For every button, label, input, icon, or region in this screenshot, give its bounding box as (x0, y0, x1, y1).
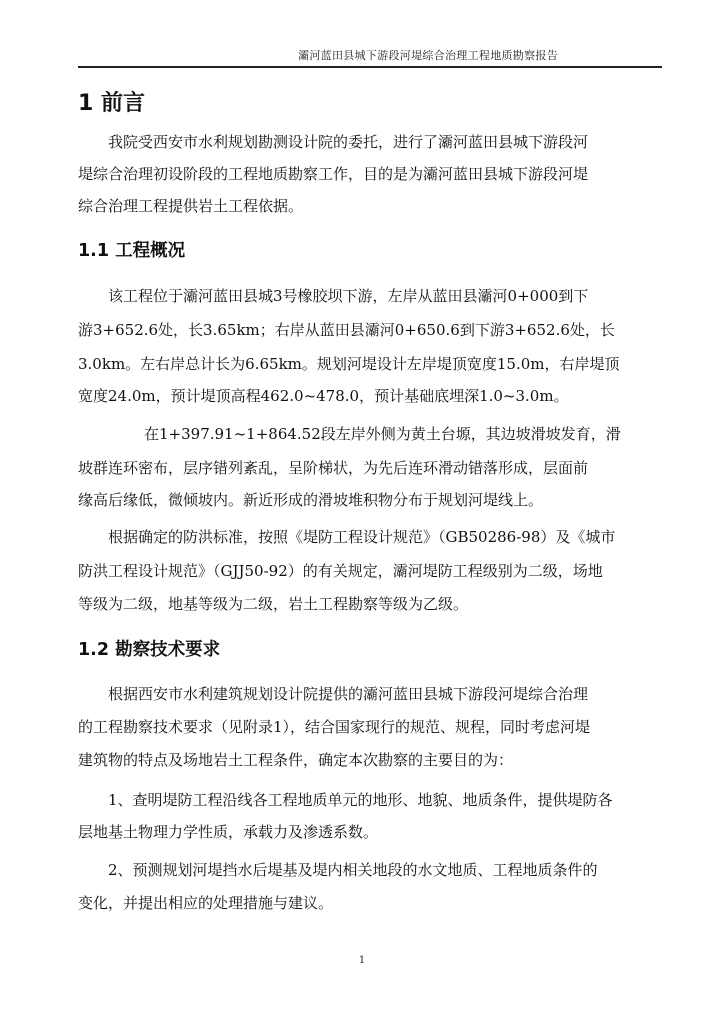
section-1-paragraph-line: 我院受西安市水利规划勘测设计院的委托，进行了灞河蓝田县城下游段河 (108, 133, 589, 151)
requirement-item-2-line: 变化，并提出相应的处理措施与建议。 (78, 894, 334, 912)
requirements-paragraph-line: 根据西安市水利建筑规划设计院提供的灞河蓝田县城下游段河堤综合治理 (108, 685, 589, 703)
overview-paragraph-line: 游3+652.6处，长3.65km；右岸从蓝田县灞河0+650.6到下游3+652.6处，长 (78, 321, 615, 339)
running-header (78, 48, 662, 68)
overview-paragraph-line: 该工程位于灞河蓝田县城3号橡胶坝下游，左岸从蓝田县灞河0+000到下 (108, 287, 589, 305)
overview-paragraph-line: 3.0km。左右岸总计长为6.65km。规划河堤设计左岸堤顶宽度15.0m，右岸堤顶 (78, 355, 620, 373)
section-1-heading: 1 前言 (78, 91, 145, 116)
standard-paragraph-line: 防洪工程设计规范》（GJJ50-92）的有关规定，灞河堤防工程级别为二级，场地 (78, 562, 603, 580)
overview-paragraph-line: 宽度24.0m，预计堤顶高程462.0~478.0，预计基础底埋深1.0~3.0m。 (78, 387, 569, 405)
landslide-paragraph-line: 在1+397.91~1+864.52段左岸外侧为黄土台塬，其边坡滑坡发育，滑 (144, 425, 621, 443)
running-header-title: 灞河蓝田县城下游段河堤综合治理工程地质勘察报告 (298, 49, 558, 62)
requirements-paragraph-line: 的工程勘察技术要求（见附录1），结合国家现行的规范、规程，同时考虑河堤 (78, 718, 591, 736)
landslide-paragraph-line: 缘高后缘低，微倾坡内。新近形成的滑坡堆积物分布于规划河堤线上。 (78, 491, 544, 509)
requirement-item-1-line: 层地基土物理力学性质，承载力及渗透系数。 (78, 823, 379, 841)
section-1-1-heading: 1.1 工程概况 (78, 241, 186, 261)
standard-paragraph-line: 根据确定的防洪标准，按照《堤防工程设计规范》（GB50286-98）及《城市 (108, 528, 616, 546)
page-number: 1 (358, 955, 366, 966)
section-1-2-heading: 1.2 勘察技术要求 (78, 640, 221, 660)
requirement-item-2-line: 2、预测规划河堤挡水后堤基及堤内相关地段的水文地质、工程地质条件的 (108, 861, 598, 879)
section-1-paragraph-line: 综合治理工程提供岩土工程依据。 (78, 197, 304, 215)
requirement-item-1-line: 1、查明堤防工程沿线各工程地质单元的地形、地貌、地质条件，提供堤防各 (108, 791, 613, 809)
requirements-paragraph-line: 建筑物的特点及场地岩土工程条件，确定本次勘察的主要目的为： (78, 751, 514, 769)
standard-paragraph-line: 等级为二级，地基等级为二级，岩土工程勘察等级为乙级。 (78, 595, 469, 613)
section-1-paragraph-line: 堤综合治理初设阶段的工程地质勘察工作，目的是为灞河蓝田县城下游段河堤 (78, 165, 589, 183)
landslide-paragraph-line: 坡群连环密布，层序错列紊乱，呈阶梯状，为先后连环滑动错落形成，层面前 (78, 459, 589, 477)
